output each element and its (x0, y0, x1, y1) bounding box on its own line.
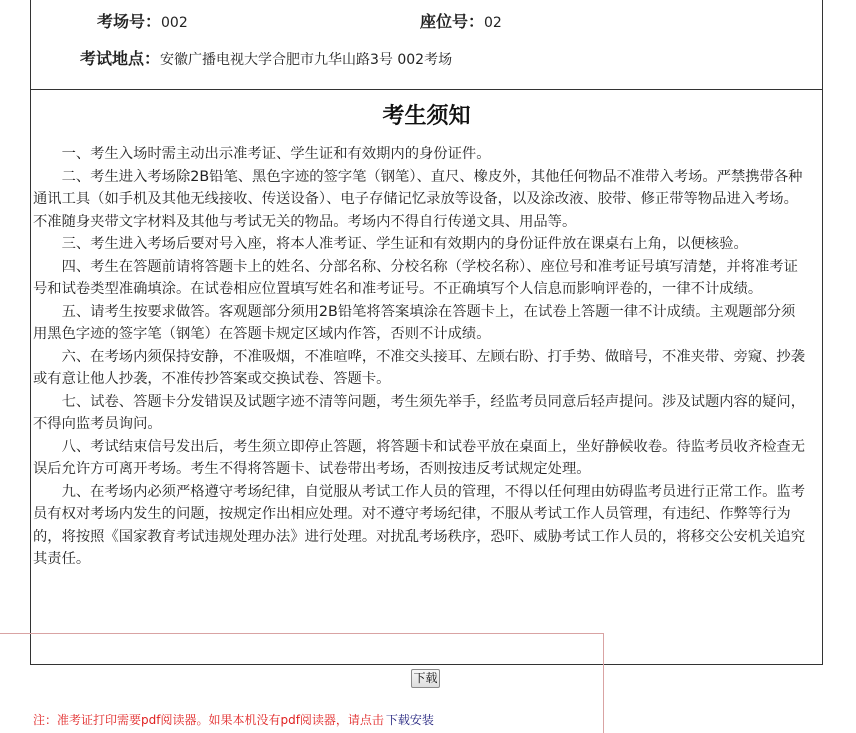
notice-item-7: 七、试卷、答题卡分发错误及试题字迹不清等问题，考生须先举手，经监考员同意后轻声提问。涉及试题内容的疑问，不得向监考员询问。 (33, 393, 806, 432)
download-install-link[interactable]: 下载安装 (385, 713, 434, 727)
pdf-note-text: 注：准考证打印需要pdf阅读器。如果本机没有pdf阅读器，请点击 (33, 713, 384, 727)
notice-item-3: 三、考生进入考场后要对号入座，将本人准考证、学生证和有效期内的身份证件放在课桌右上角，以便核验。 (61, 236, 748, 252)
seat-label: 座位号： (420, 12, 485, 31)
notice-item-1: 一、考生入场时需主动出示准考证、学生证和有效期内的身份证件。 (61, 146, 491, 162)
seat-row (420, 9, 502, 32)
download-button[interactable]: 下载 (411, 669, 440, 688)
notice-item-6: 六、在考场内须保持安静，不准吸烟，不准喧哗，不准交头接耳、左顾右盼、打手势、做暗号，不准夹带、旁窥、抄袭或有意让他人抄袭，不准传抄答案或交换试卷、答题卡。 (33, 348, 806, 387)
exam-room-label: 考场号： (97, 12, 162, 31)
notice-item-4: 四、考生在答题前请将答题卡上的姓名、分部名称、分校名称（学校名称）、座位号和准考证号填写清楚，并将准考证号和试卷类型准确填涂。在试卷相应位置填写姓名和准考证号。不正确填写个人信息而影响评卷的，一律不计成绩。 (33, 258, 798, 297)
exam-room-row (97, 9, 188, 32)
notice-item-9: 九、在考场内必须严格遵守考场纪律，自觉服从考试工作人员的管理，不得以任何理由妨碍监考员进行正常工作。监考员有权对考场内发生的问题，按规定作出相应处理。对不遵守考场纪律，不服从考试工作人员管理，有违纪、作弊等行为的，将按照《国家教育考试违规处理办法》进行处理。对扰乱考场秩序，恐吓、威胁考试工作人员的，将移交公安机关追究其责任。 (33, 483, 806, 567)
notice-body (33, 143, 808, 571)
exam-location-value: 安徽广播电视大学合肥市九华山路3号 002考场 (160, 52, 453, 68)
seat-value: 02 (484, 15, 502, 31)
admission-ticket-frame (30, 0, 823, 665)
exam-location-label: 考试地点： (80, 49, 161, 68)
exam-info-section (31, 0, 822, 90)
notice-item-5: 五、请考生按要求做答。客观题部分须用2B铅笔将答案填涂在答题卡上，在试卷上答题一律不计成绩。主观题部分须用黑色字迹的签字笔（钢笔）在答题卡规定区域内作答，否则不计成绩。 (33, 303, 796, 342)
notice-item-2: 二、考生进入考场除2B铅笔、黑色字迹的签字笔（钢笔）、直尺、橡皮外，其他任何物品不准带入考场。严禁携带各种通讯工具（如手机及其他无线接收、传送设备）、电子存储记忆录放等设备，以及涂改液、胶带、修正带等物品进入考场。不准随身夹带文字材料及其他与考试无关的物品。考场内不得自行传递文具、用品等。 (33, 168, 803, 230)
notice-title: 考生须知 (382, 104, 471, 129)
notice-item-8: 八、考试结束信号发出后，考生须立即停止答题，将答题卡和试卷平放在桌面上，坐好静候收卷。待监考员收齐检查无误后允许方可离开考场。考生不得将答题卡、试卷带出考场，否则按违反考试规定处理。 (33, 438, 806, 477)
exam-room-value: 002 (161, 15, 188, 31)
exam-location-row (80, 46, 452, 69)
pdf-reader-note (33, 711, 434, 728)
